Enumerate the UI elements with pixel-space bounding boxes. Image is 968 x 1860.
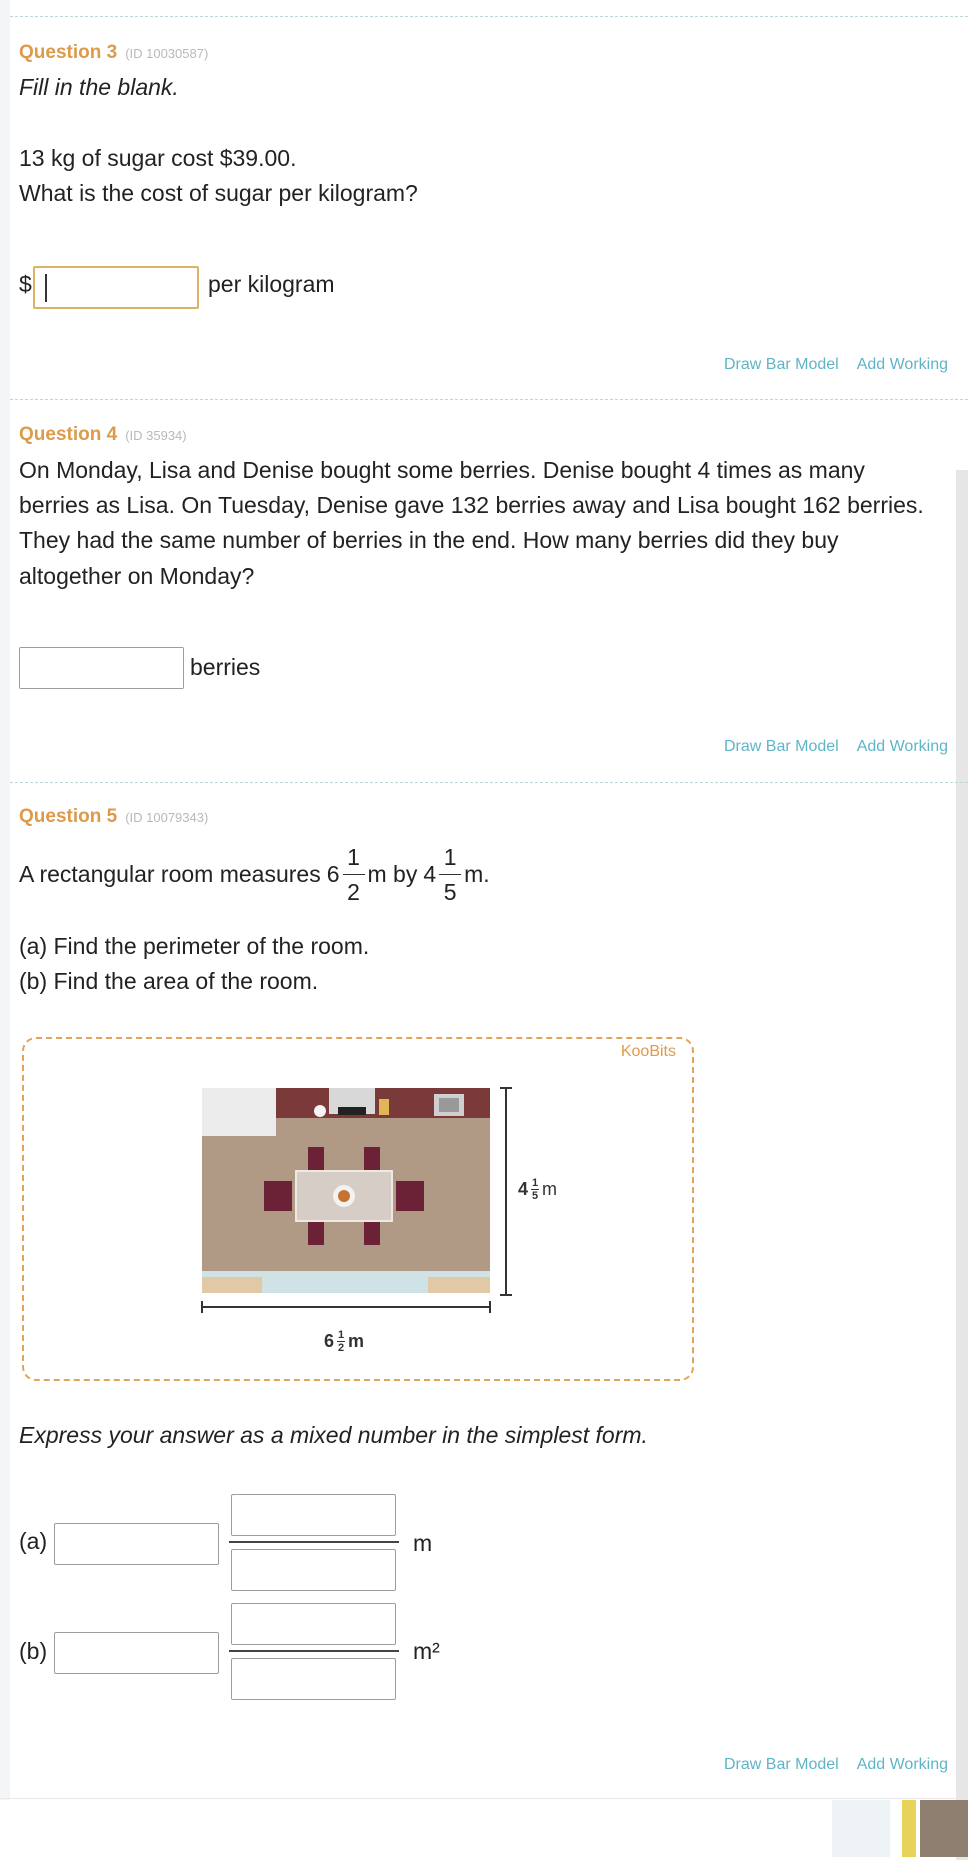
question-text-line: 13 kg of sugar cost $39.00. <box>19 145 297 171</box>
question-title: Question 3 <box>19 42 118 63</box>
fraction-bar <box>229 1541 399 1543</box>
whole-number: 4 <box>518 1179 529 1199</box>
unit-label: m <box>413 1530 433 1556</box>
fraction-bar <box>439 874 461 875</box>
whole-number-input[interactable] <box>54 1632 219 1674</box>
currency-prefix: $ <box>19 271 32 297</box>
question-4-tools <box>706 738 948 756</box>
add-working-link[interactable]: Add Working <box>856 1756 948 1773</box>
answer-b-label: (b) <box>19 1638 48 1664</box>
denominator: 2 <box>347 879 360 905</box>
room-measure-sentence <box>19 842 490 907</box>
question-text-line: altogether on Monday? <box>19 563 255 589</box>
unit-label: berries <box>190 654 261 680</box>
question-figure <box>22 1037 694 1381</box>
fraction <box>343 842 365 907</box>
question-text-line: They had the same number of berries in the end. How many berries did they buy <box>19 527 839 553</box>
room-floorplan-illustration <box>24 1039 692 1379</box>
answer-instruction: Express your answer as a mixed number in the simplest form. <box>19 1422 648 1448</box>
draw-bar-model-link[interactable]: Draw Bar Model <box>723 356 839 373</box>
whole-number: 4 <box>423 861 437 887</box>
text-caret <box>45 274 47 302</box>
answer-input[interactable] <box>19 647 184 689</box>
fraction-bar <box>343 874 365 875</box>
unit-text: m <box>348 1331 365 1351</box>
question-5-header <box>19 806 208 828</box>
unit-text: m. <box>464 861 490 887</box>
denominator-input[interactable] <box>231 1658 396 1700</box>
question-part-a: (a) Find the perimeter of the room. <box>19 933 370 959</box>
question-3-tools <box>706 356 948 374</box>
unit-text: m by <box>367 861 418 887</box>
question-5-tools <box>706 1756 948 1774</box>
left-margin-strip <box>0 0 10 1800</box>
unit-label: m² <box>413 1638 440 1664</box>
denominator: 5 <box>531 1190 539 1202</box>
fraction <box>439 842 461 907</box>
decor-block <box>920 1800 968 1857</box>
divider <box>10 782 968 783</box>
decor-block <box>902 1800 916 1857</box>
answer-a-label: (a) <box>19 1528 48 1554</box>
question-id: (ID 10079343) <box>125 810 209 825</box>
question-text-line: What is the cost of sugar per kilogram? <box>19 180 418 206</box>
question-3-header <box>19 42 208 64</box>
divider <box>10 399 968 400</box>
question-title: Question 4 <box>19 424 118 445</box>
denominator: 2 <box>337 1342 345 1354</box>
scrollbar[interactable] <box>956 470 968 1860</box>
fraction <box>337 1329 345 1354</box>
fraction-bar <box>229 1650 399 1652</box>
question-id: (ID 35934) <box>125 428 187 443</box>
question-instruction: Fill in the blank. <box>19 74 179 100</box>
numerator: 1 <box>337 1329 345 1341</box>
question-title: Question 5 <box>19 806 118 827</box>
unit-label: per kilogram <box>208 271 335 297</box>
unit-text: m <box>542 1179 558 1199</box>
divider <box>10 16 968 17</box>
question-4-header <box>19 424 187 446</box>
add-working-link[interactable]: Add Working <box>856 356 948 373</box>
numerator-input[interactable] <box>231 1603 396 1645</box>
denominator: 5 <box>443 879 457 905</box>
sentence-start: A rectangular room measures <box>19 861 321 887</box>
footer-divider <box>0 1798 968 1799</box>
decor-block <box>832 1800 890 1857</box>
fraction <box>531 1177 539 1202</box>
question-part-b: (b) Find the area of the room. <box>19 968 319 994</box>
question-text-line: berries as Lisa. On Tuesday, Denise gave 132 berries away and Lisa bought 162 berries. <box>19 492 924 518</box>
width-dimension-label <box>324 1329 364 1354</box>
add-working-link[interactable]: Add Working <box>856 738 948 755</box>
brand-watermark: KooBits <box>620 1043 676 1060</box>
question-text-line: On Monday, Lisa and Denise bought some berries. Denise bought 4 times as many <box>19 457 865 483</box>
draw-bar-model-link[interactable]: Draw Bar Model <box>723 1756 839 1773</box>
numerator: 1 <box>347 844 360 870</box>
numerator-input[interactable] <box>231 1494 396 1536</box>
numerator: 1 <box>443 844 457 870</box>
denominator-input[interactable] <box>231 1549 396 1591</box>
numerator: 1 <box>531 1177 539 1189</box>
whole-number: 6 <box>324 1331 335 1351</box>
height-dimension-label <box>518 1177 557 1202</box>
whole-number: 6 <box>326 861 340 887</box>
whole-number-input[interactable] <box>54 1523 219 1565</box>
answer-input[interactable] <box>33 266 199 309</box>
draw-bar-model-link[interactable]: Draw Bar Model <box>723 738 839 755</box>
question-id: (ID 10030587) <box>125 46 209 61</box>
